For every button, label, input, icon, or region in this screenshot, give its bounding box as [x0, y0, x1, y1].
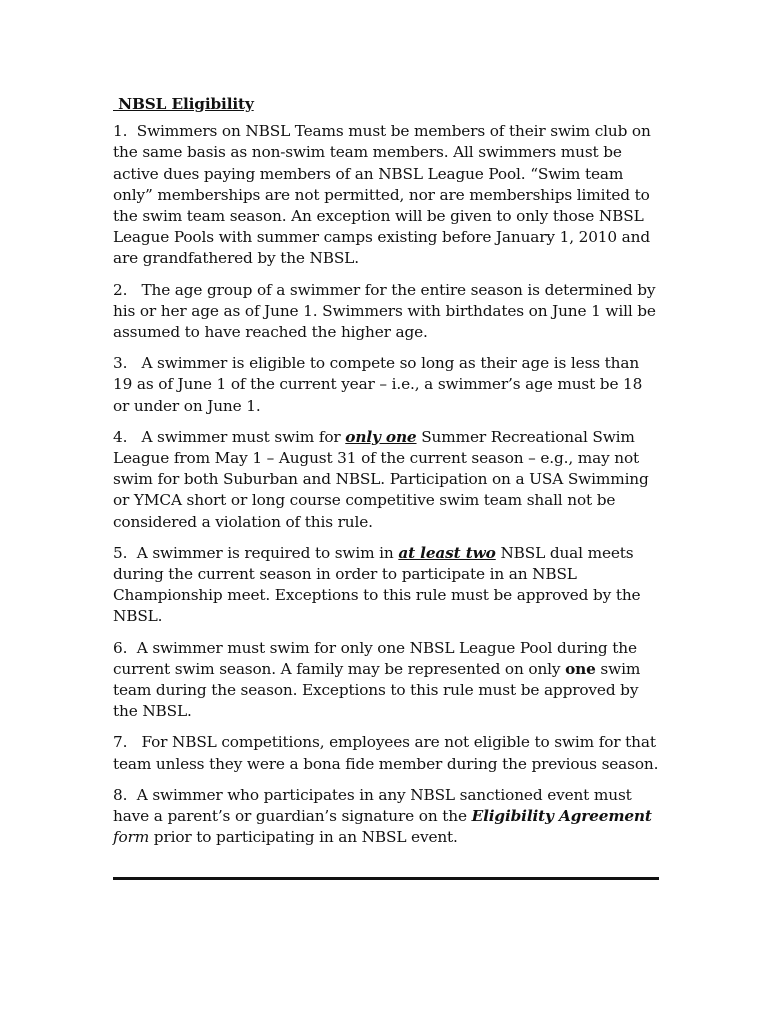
rule-text: For NBSL competitions, employees are not eligible to swim for that team unless they were a bona fide member during the previous season.	[113, 733, 659, 773]
rule-text: A swimmer is eligible to compete so long as their age is less than 19 as of June 1 of the current year – i.e., a swimmer’s age must be 18 or under on June 1.	[113, 354, 643, 415]
rule-number: 1.	[113, 122, 128, 141]
rule-number: 7.	[113, 733, 128, 752]
emphasis-only-one: only one	[345, 427, 417, 446]
bottom-rule-line	[113, 877, 659, 880]
rule-text: prior to participating in an NBSL event.	[149, 828, 458, 847]
rule-4	[113, 427, 659, 533]
rule-number: 3.	[113, 354, 128, 373]
document-body	[113, 94, 659, 849]
rule-2	[113, 280, 659, 344]
rule-number: 6.	[113, 638, 128, 657]
rule-text: The age group of a swimmer for the entire season is determined by his or her age as of June 1. Swimmers with birthdates on June 1 will be assumed to have reached the higher age.	[113, 280, 656, 342]
rule-text: A swimmer must swim for	[141, 427, 346, 446]
rule-text: Swimmers on NBSL Teams must be members of their swim club on the same basis as non-swim team members. All swimmers must be active dues paying members of an NBSL League Pool. “Swim team only” memberships are not permitted, nor are memberships limited to the swim team season. An exception will be given to only those NBSL League Pools with summer camps existing before January 1, 2010 and are grandfathered by the NBSL.	[113, 122, 651, 268]
rule-number: 8.	[113, 785, 128, 804]
rule-1	[113, 121, 659, 269]
rule-text: swim team during the season. Exceptions to this rule must be approved by the NBSL.	[113, 659, 641, 721]
emphasis-one: one	[565, 659, 596, 678]
rule-text: NBSL dual meets during the current season in order to participate in an NBSL Championship meet. Exceptions to this rule must be approved by the NBSL.	[113, 543, 641, 626]
emphasis-form: form	[113, 828, 150, 847]
rule-5	[113, 543, 659, 628]
emphasis-eligibility-agreement: Eligibility Agreement	[471, 807, 652, 826]
rule-number: 2.	[113, 280, 128, 299]
document-title: NBSL Eligibility	[113, 95, 254, 113]
rule-8	[113, 785, 659, 849]
rule-number: 5.	[113, 543, 128, 562]
rule-text: A swimmer must swim for only one NBSL League Pool during the current swim season. A family may be represented on only	[113, 638, 637, 678]
rule-text: A swimmer is required to swim in	[136, 543, 399, 562]
rule-7	[113, 732, 659, 774]
rule-number: 4.	[113, 427, 128, 446]
rule-text: Summer Recreational Swim League from May 1 – August 31 of the current season – e.g., may not swim for both Suburban and NBSL. Participation on a USA Swimming or YMCA short or long course competitive swim team shall not be considered a violation of this rule.	[113, 427, 649, 531]
rule-6	[113, 638, 659, 723]
rule-text: A swimmer who participates in any NBSL sanctioned event must have a parent’s or guardian’s signature on the	[113, 785, 632, 826]
emphasis-at-least-two: at least two	[398, 543, 496, 562]
rule-3	[113, 353, 659, 417]
